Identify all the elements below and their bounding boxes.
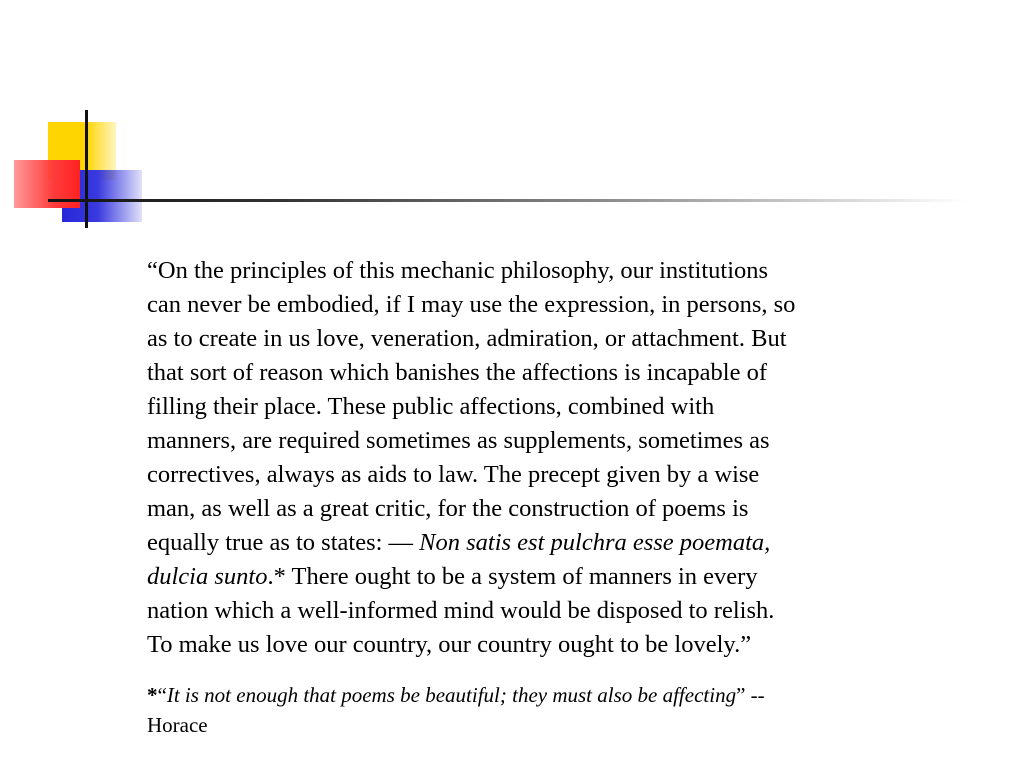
quote-line (147, 560, 917, 594)
burke-quote (147, 254, 917, 662)
quote-text: .* There ought to be a system of manners in every (267, 563, 758, 590)
quote-line: filling their place. These public affections, combined with (147, 393, 715, 420)
quote-line: “On the principles of this mechanic philosophy, our institutions (147, 257, 769, 284)
quote-line (147, 526, 917, 560)
footnote-marker: * (147, 683, 158, 707)
quote-line: that sort of reason which banishes the affections is incapable of (147, 359, 768, 386)
quote-line: manners, are required sometimes as supplements, sometimes as (147, 427, 770, 454)
quote-line: can never be embodied, if I may use the expression, in persons, so (147, 291, 796, 318)
footnote-translation: It is not enough that poems be beautiful; they must also be affecting (166, 683, 737, 707)
footnote (147, 680, 927, 740)
quote-line: man, as well as a great critic, for the construction of poems is (147, 495, 749, 522)
quote-line: as to create in us love, veneration, admiration, or attachment. But (147, 325, 787, 352)
footnote-close-quote: ” -- (736, 683, 765, 707)
slide-logo-decoration (0, 0, 1024, 240)
footnote-open-quote: “ (157, 683, 167, 707)
quote-line: To make us love our country, our country ought to be lovely.” (147, 631, 752, 658)
latin-quote-text: dulcia sunto (147, 563, 268, 590)
quote-line: nation which a well-informed mind would be disposed to relish. (147, 597, 775, 624)
footnote-attribution: Horace (147, 713, 208, 737)
quote-line: correctives, always as aids to law. The precept given by a wise (147, 461, 760, 488)
latin-quote-text: Non satis est pulchra esse poemata, (419, 529, 771, 556)
footnote-line (147, 680, 927, 710)
horizontal-rule (48, 199, 968, 202)
quote-text: equally true as to states: — (147, 529, 420, 556)
vertical-rule (85, 110, 88, 228)
